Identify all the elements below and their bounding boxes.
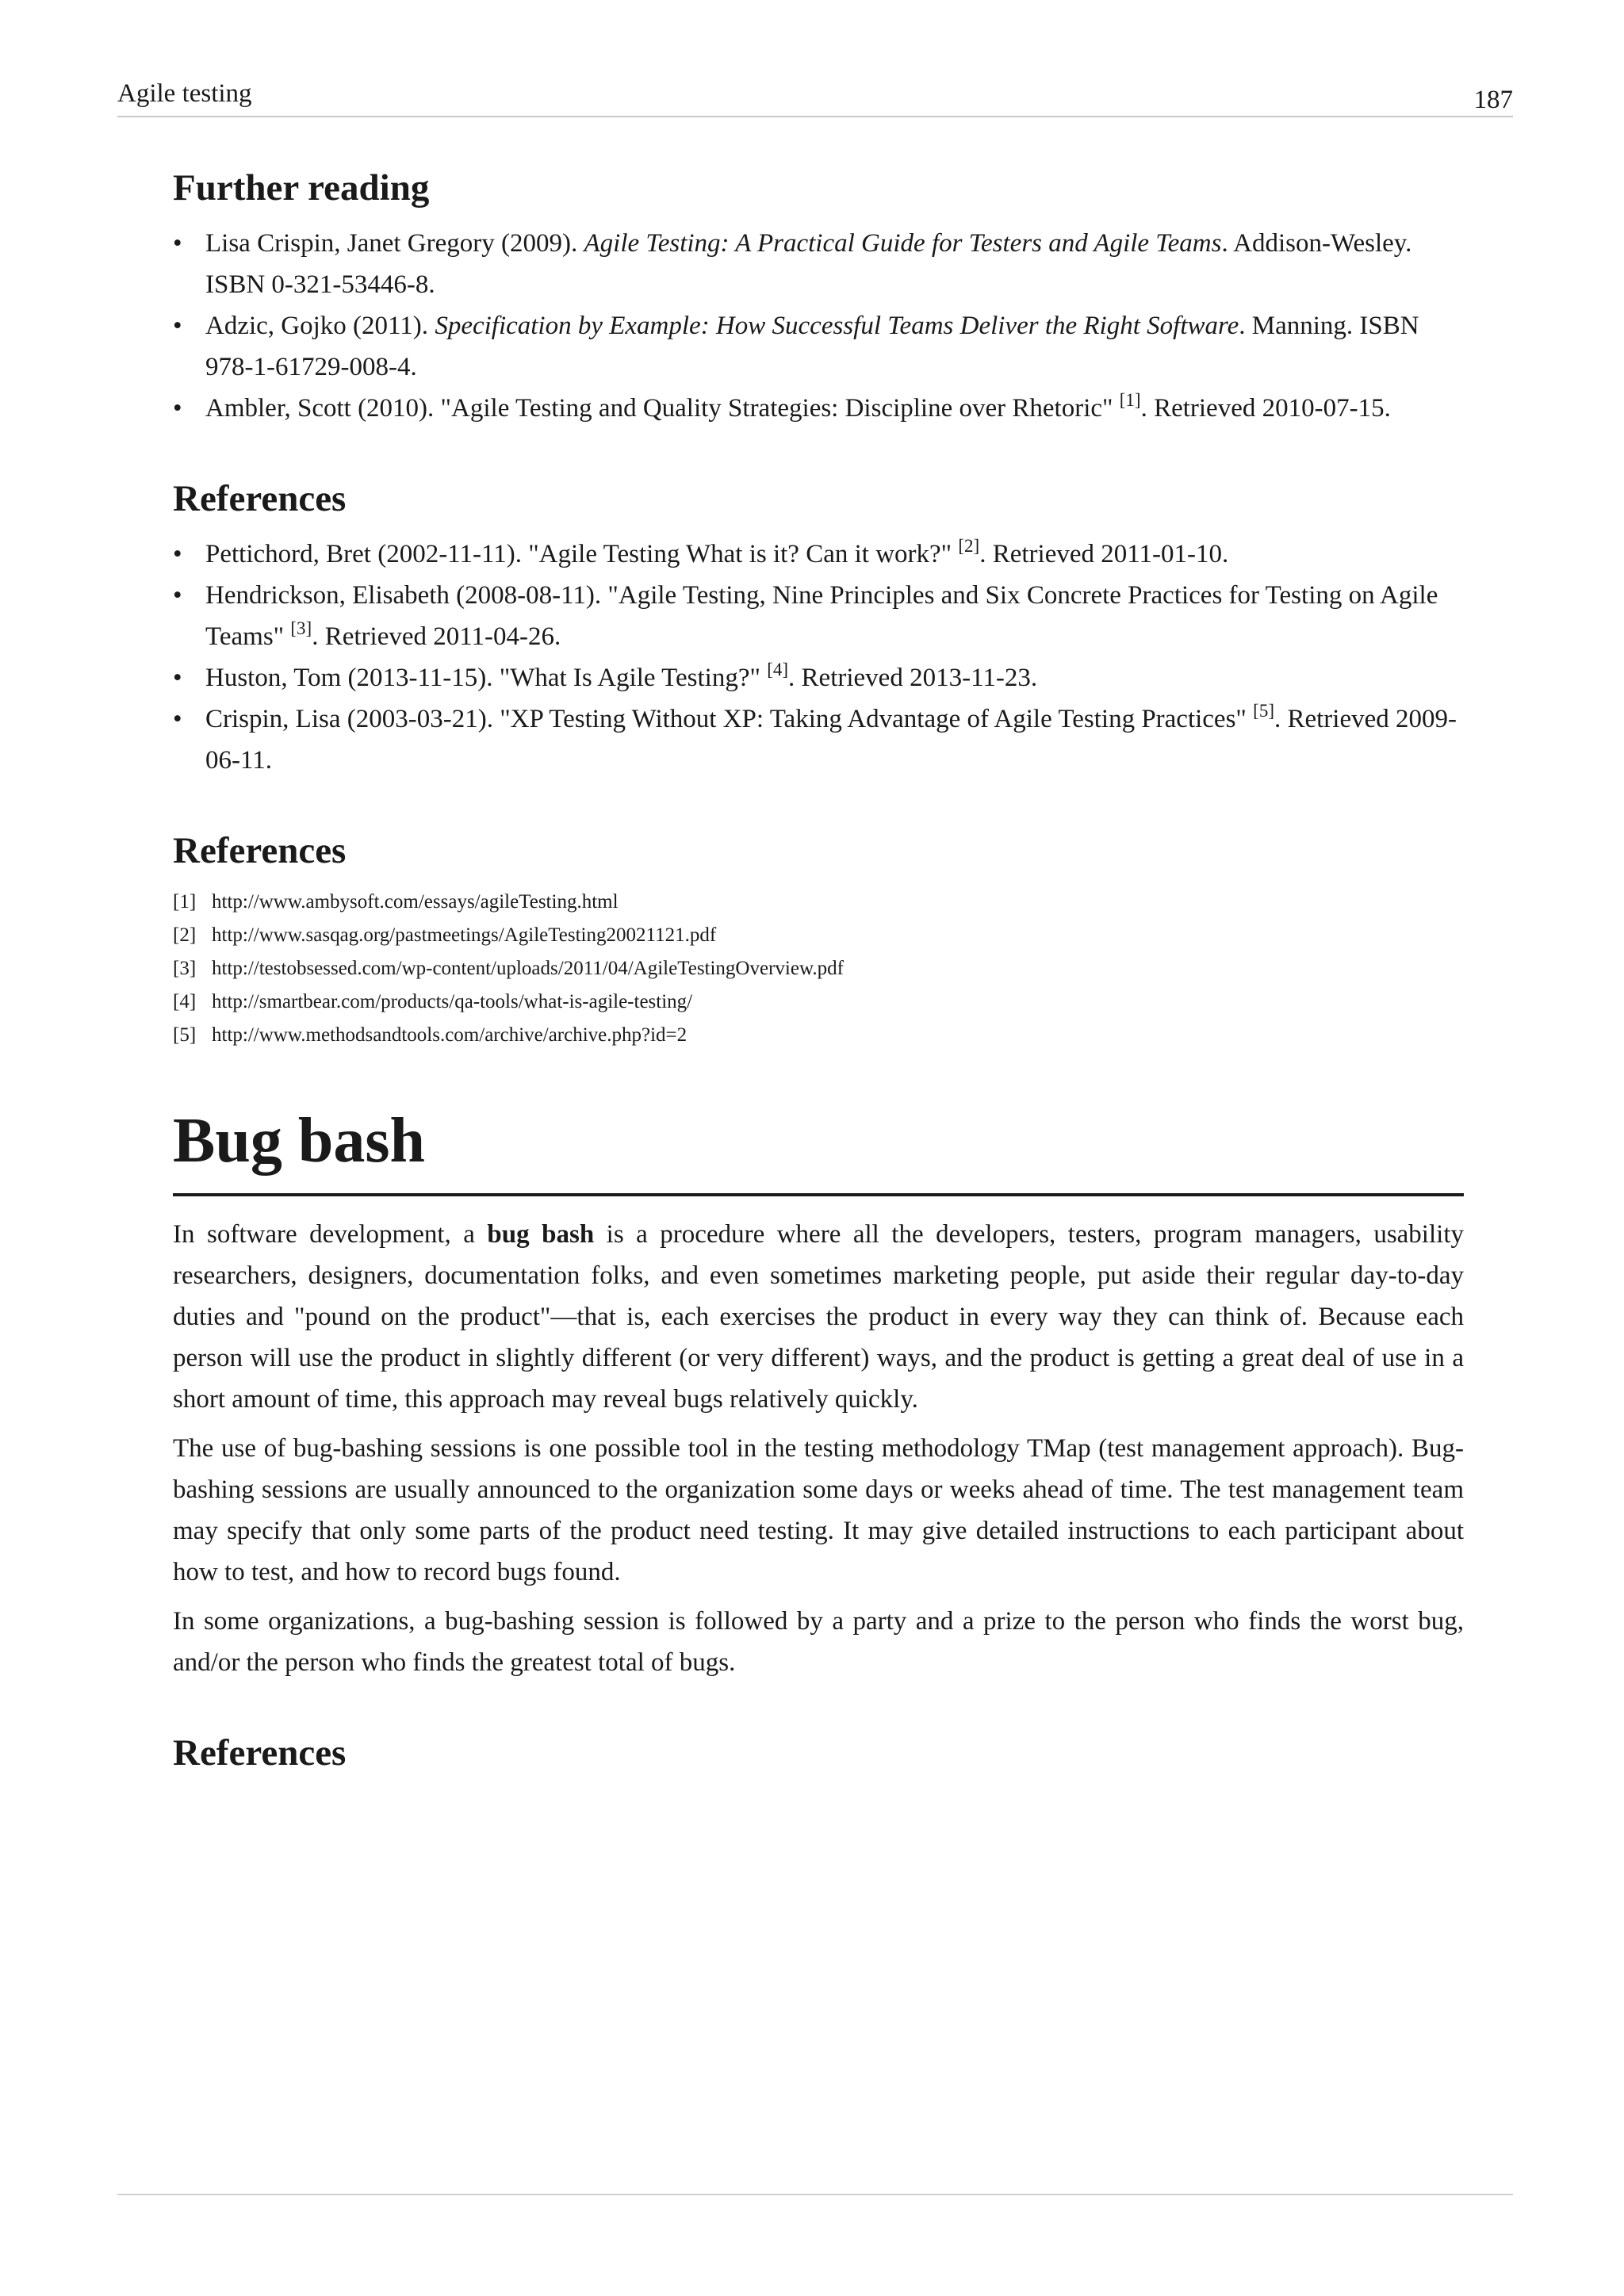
reference-link-item <box>173 1019 1464 1052</box>
citation-text: . Addison-Wesley. ISBN 0-321-53446-8. <box>205 229 1412 299</box>
reference-url[interactable]: http://www.methodsandtools.com/archive/archive.php?id=2 <box>212 1024 688 1046</box>
bullet: • <box>173 229 182 258</box>
list-item <box>173 698 1464 781</box>
page-footer-rule <box>117 2194 1513 2195</box>
book-title: Agile Testing: A Practical Guide for Testers and Agile Teams <box>584 229 1222 258</box>
page-content <box>173 163 1464 1788</box>
references-heading: References <box>173 478 347 519</box>
footnote-link[interactable]: [1] <box>1119 390 1141 410</box>
further-reading-list <box>173 223 1464 429</box>
book-title: Specification by Example: How Successful Teams Deliver the Right Software <box>435 312 1239 340</box>
citation-text: Huston, Tom (2013-11-15). "What Is Agile Testing?" <box>205 664 768 692</box>
reference-number: [5] <box>173 1024 197 1046</box>
running-title: Agile testing <box>117 79 252 108</box>
reference-url[interactable]: http://smartbear.com/products/qa-tools/what-is-agile-testing/ <box>212 991 693 1012</box>
bold-term: bug bash <box>487 1220 595 1249</box>
page-number: 187 <box>1473 86 1513 114</box>
list-item <box>173 534 1464 575</box>
section-spacer <box>173 1683 1464 1728</box>
article-title: Bug bash <box>173 1101 1464 1196</box>
bullet: • <box>173 664 182 692</box>
further-reading-heading: Further reading <box>173 167 430 209</box>
citation-text: . Retrieved 2011-04-26. <box>312 622 561 651</box>
list-item <box>173 305 1464 388</box>
citation-text: . Retrieved 2009-06-11. <box>205 705 1457 775</box>
reference-links-list <box>173 886 1464 1052</box>
reference-url[interactable]: http://www.ambysoft.com/essays/agileTesting.html <box>212 891 619 913</box>
citation-text: . Manning. ISBN 978-1-61729-008-4. <box>205 312 1419 381</box>
footnote-link[interactable]: [2] <box>958 536 980 556</box>
reference-number: [3] <box>173 958 197 979</box>
page-header <box>117 78 1513 117</box>
list-item <box>173 388 1464 429</box>
citation-text: Lisa Crispin, Janet Gregory (2009). <box>205 229 584 258</box>
reference-url[interactable]: http://www.sasqag.org/pastmeetings/AgileTesting20021121.pdf <box>212 924 717 946</box>
article-paragraph: The use of bug-bashing sessions is one possible tool in the testing methodology TMap (test management approach). Bug-bashing sessions are usually announced to the organization some days or weeks ahead of time. The test management team may specify that only some parts of the product need testing. It may give detailed instructions to each participant about how to test, and how to record bugs found. <box>173 1434 1464 1586</box>
reference-link-item <box>173 952 1464 985</box>
reference-url[interactable]: http://testobsessed.com/wp-content/uploads/2011/04/AgileTestingOverview.pdf <box>212 958 844 979</box>
citation-text: Ambler, Scott (2010). "Agile Testing and Quality Strategies: Discipline over Rhetoric" <box>205 394 1120 423</box>
citation-text: . Retrieved 2013-11-23. <box>788 664 1038 692</box>
bullet: • <box>173 312 182 340</box>
list-item <box>173 657 1464 698</box>
bullet: • <box>173 705 182 733</box>
citation-text: . Retrieved 2011-01-10. <box>979 540 1229 568</box>
paragraph-text: is a procedure where all the developers, testers, program managers, usability researchers, designers, documentation folks, and even sometimes marketing people, put aside their regular day-to-day duties and "pound on the product"—that is, each exercises the product in every way they can think of. Because each person will use the product in slightly different (or very different) ways, and the product is getting a great deal of use in a short amount of time, this approach may reveal bugs relatively quickly. <box>173 1220 1464 1414</box>
references-list <box>173 534 1464 781</box>
footnote-link[interactable]: [4] <box>767 660 789 679</box>
citation-text: Crispin, Lisa (2003-03-21). "XP Testing Without XP: Taking Advantage of Agile Testing Practices" <box>205 705 1254 733</box>
reference-link-item <box>173 919 1464 952</box>
section-spacer <box>173 781 1464 825</box>
bullet: • <box>173 540 182 568</box>
reference-number: [1] <box>173 891 197 913</box>
references-links-heading: References <box>173 830 347 871</box>
citation-text: Pettichord, Bret (2002-11-11). "Agile Testing What is it? Can it work?" <box>205 540 959 568</box>
article-paragraph: In some organizations, a bug-bashing session is followed by a party and a prize to the person who finds the worst bug, and/or the person who finds the greatest total of bugs. <box>173 1607 1464 1677</box>
section-spacer <box>173 429 1464 473</box>
article-paragraph <box>173 1214 1464 1420</box>
reference-link-item <box>173 985 1464 1019</box>
citation-text: . Retrieved 2010-07-15. <box>1140 394 1391 423</box>
paragraph-text: In software development, a <box>173 1220 488 1249</box>
footnote-link[interactable]: [5] <box>1253 701 1274 721</box>
bullet: • <box>173 394 182 423</box>
bullet: • <box>173 581 182 610</box>
list-item <box>173 223 1464 305</box>
citation-text: Adzic, Gojko (2011). <box>205 312 435 340</box>
article-references-heading: References <box>173 1732 347 1774</box>
footnote-link[interactable]: [3] <box>290 618 312 638</box>
citation-text: Hendrickson, Elisabeth (2008-08-11). "Agile Testing, Nine Principles and Six Concrete Practices for Testing on Agile Teams" <box>205 581 1438 651</box>
reference-number: [2] <box>173 924 197 946</box>
list-item <box>173 575 1464 657</box>
reference-link-item <box>173 886 1464 919</box>
reference-number: [4] <box>173 991 197 1012</box>
